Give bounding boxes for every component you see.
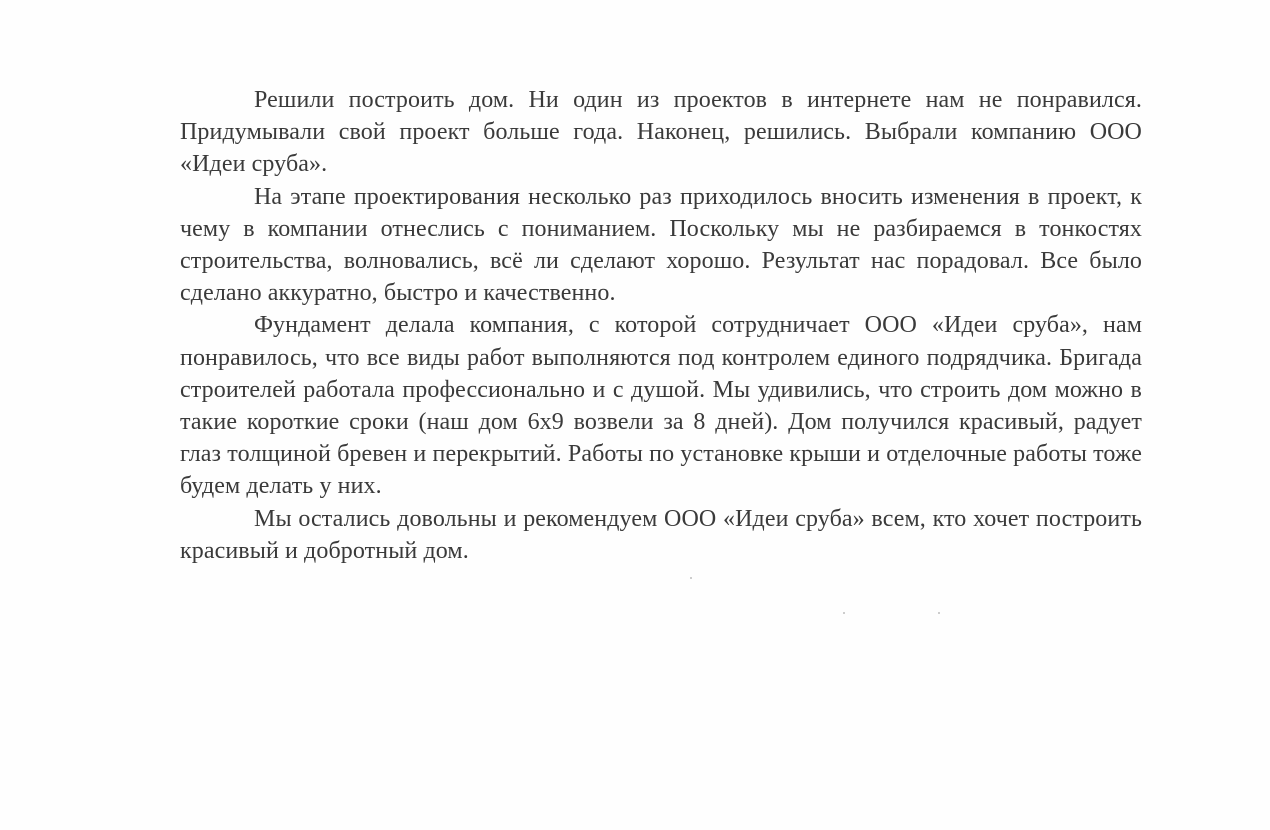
scan-speck [938, 612, 940, 614]
scan-speck [843, 612, 845, 614]
paragraph-3: Фундамент делала компания, с которой сотрудничает ООО «Идеи сруба», нам понравилось, что все виды работ выполняются под контролем единого подрядчика. Бригада строителей работала профессионально и с душой. Мы удивились, что строить дом можно в такие короткие сроки (наш дом 6х9 возвели за 8 дней). Дом получился красивый, радует глаз толщиной бревен и перекрытий. Работы по установке крыши и отделочные работы тоже будем делать у них. [180, 312, 1142, 500]
paragraph-4: Мы остались довольны и рекомендуем ООО «Идеи сруба» всем, кто хочет построить красивый и добротный дом. [180, 505, 1142, 564]
paragraph-1: Решили построить дом. Ни один из проектов в интернете нам не понравился. Придумывали свой проект больше года. Наконец, решились. Выбрали компанию ООО «Идеи сруба». [180, 87, 1142, 178]
scan-speck [690, 577, 692, 579]
paragraph-2: На этапе проектирования несколько раз приходилось вносить изменения в проект, к чему в компании отнеслись с пониманием. Поскольку мы не разбираемся в тонкостях строительства, волновались, всё ли сделают хорошо. Результат нас порадовал. Все было сделано аккуратно, быстро и качественно. [180, 183, 1142, 307]
letter-body [180, 84, 1142, 567]
